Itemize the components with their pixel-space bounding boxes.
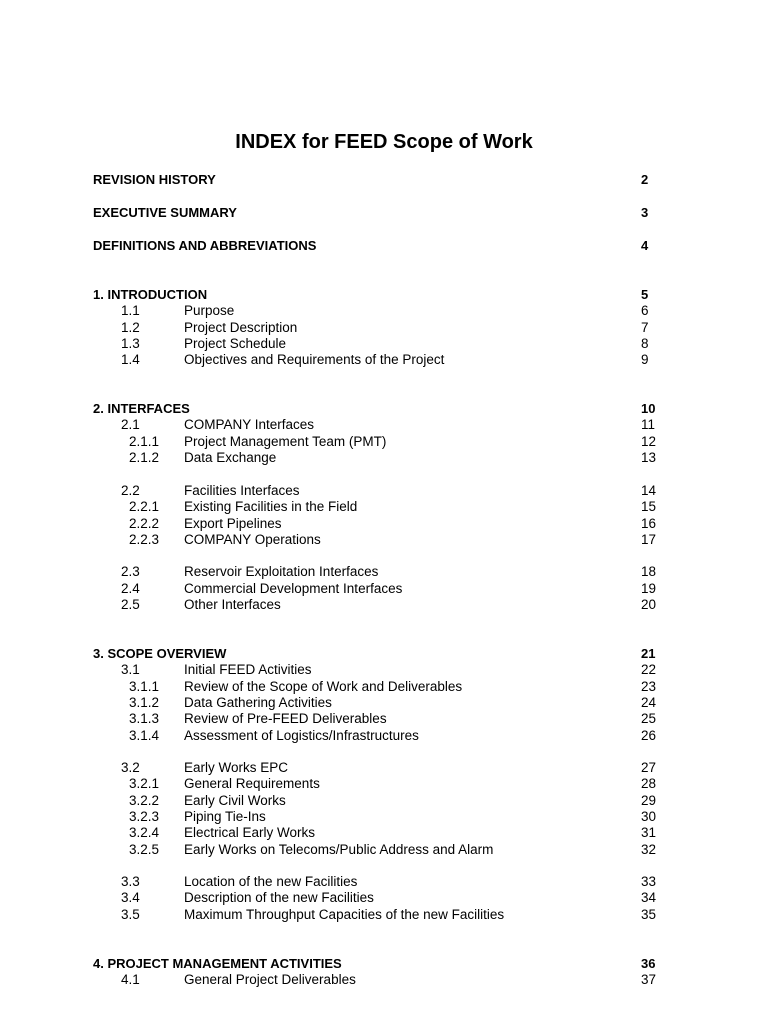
toc-entry-label: Early Works EPC (184, 760, 289, 775)
toc-page-number: 20 (641, 597, 657, 612)
toc-entry-label: Purpose (184, 303, 235, 318)
toc-entry-label: COMPANY Interfaces (184, 417, 315, 432)
toc-entry-label: Project Schedule (184, 336, 287, 351)
toc-entry (0, 417, 768, 433)
toc-page-number: 12 (641, 434, 657, 449)
toc-page-number: 4 (641, 238, 649, 253)
toc-entry (0, 760, 768, 776)
page-title: INDEX for FEED Scope of Work (235, 131, 533, 153)
toc-page-number: 16 (641, 516, 657, 531)
toc-entry (0, 336, 768, 352)
toc-entry (0, 695, 768, 711)
toc-entry (0, 662, 768, 678)
toc-page-number: 35 (641, 907, 657, 922)
toc-entry-number: 3.1.1 (129, 679, 160, 694)
toc-page-number: 10 (641, 401, 656, 416)
toc-entry-label: Data Gathering Activities (184, 695, 332, 710)
toc-entry-number: 3.1.2 (129, 695, 160, 710)
toc-entry-number: 4.1 (121, 972, 140, 987)
toc-entry (0, 907, 768, 923)
toc-entry-label: Reservoir Exploitation Interfaces (184, 564, 379, 579)
toc-entry-number: 3.2.5 (129, 842, 160, 857)
toc-page-number: 11 (641, 417, 656, 432)
toc-heading-label: EXECUTIVE SUMMARY (93, 205, 237, 220)
toc-page-number: 17 (641, 532, 657, 547)
toc-entry-label: COMPANY Operations (184, 532, 321, 547)
toc-entry (0, 352, 768, 368)
toc-entry-number: 2.2.1 (129, 499, 160, 514)
toc-entry-number: 3.1 (121, 662, 140, 677)
toc-entry-number: 1.3 (121, 336, 140, 351)
toc-section-heading (0, 956, 768, 972)
toc-entry-number: 3.5 (121, 907, 140, 922)
toc-entry-label: Project Description (184, 320, 298, 335)
toc-entry (0, 450, 768, 466)
toc-entry-number: 3.3 (121, 874, 140, 889)
toc-page-number: 18 (641, 564, 657, 579)
toc-entry-label: Electrical Early Works (184, 825, 316, 840)
toc-heading-label: 1. INTRODUCTION (93, 287, 208, 302)
toc-page-number: 15 (641, 499, 657, 514)
toc-entry-label: General Requirements (184, 776, 320, 791)
toc-entry-label: Assessment of Logistics/Infrastructures (184, 728, 419, 743)
toc-entry-number: 3.2.2 (129, 793, 160, 808)
toc-entry-label: Objectives and Requirements of the Project (184, 352, 445, 367)
toc-page-number: 25 (641, 711, 657, 726)
toc-page-number: 3 (641, 205, 649, 220)
toc-entry-number: 3.1.4 (129, 728, 160, 743)
toc-entry-label: Early Civil Works (184, 793, 286, 808)
toc-entry-number: 2.2 (121, 483, 140, 498)
toc-entry (0, 842, 768, 858)
toc-entry-label: General Project Deliverables (184, 972, 356, 987)
toc-entry-label: Description of the new Facilities (184, 890, 374, 905)
toc-page-number: 8 (641, 336, 649, 351)
toc-section-heading (0, 205, 768, 221)
toc-entry (0, 809, 768, 825)
toc-page-number: 36 (641, 956, 656, 971)
toc-entry-number: 3.2.1 (129, 776, 160, 791)
toc-section-heading (0, 646, 768, 662)
toc-section-heading (0, 401, 768, 417)
toc-entry (0, 516, 768, 532)
toc-page-number: 34 (641, 890, 657, 905)
toc-page-number: 30 (641, 809, 657, 824)
toc-entry (0, 597, 768, 613)
toc-section-heading (0, 287, 768, 303)
toc-entry (0, 320, 768, 336)
toc-entry-label: Initial FEED Activities (184, 662, 312, 677)
toc-entry-number: 2.4 (121, 581, 140, 596)
toc-entry (0, 711, 768, 727)
toc-page-number: 13 (641, 450, 657, 465)
toc-entry (0, 679, 768, 695)
toc-entry-label: Facilities Interfaces (184, 483, 300, 498)
toc-heading-label: 4. PROJECT MANAGEMENT ACTIVITIES (93, 956, 342, 971)
toc-entry (0, 564, 768, 580)
toc-page-number: 9 (641, 352, 649, 367)
toc-entry-number: 3.1.3 (129, 711, 160, 726)
toc-page-number: 33 (641, 874, 657, 889)
toc-entry-number: 2.2.2 (129, 516, 160, 531)
toc-entry-label: Review of the Scope of Work and Deliverables (184, 679, 463, 694)
toc-entry (0, 890, 768, 906)
toc-entry-number: 2.5 (121, 597, 140, 612)
toc-entry-number: 3.2.4 (129, 825, 160, 840)
toc-entry (0, 776, 768, 792)
toc-entry-number: 3.2 (121, 760, 140, 775)
toc-entry (0, 434, 768, 450)
toc-entry-number: 1.4 (121, 352, 140, 367)
toc-page-number: 37 (641, 972, 657, 987)
toc-entry-label: Other Interfaces (184, 597, 281, 612)
toc-entry-number: 1.2 (121, 320, 140, 335)
toc-entry-number: 3.4 (121, 890, 140, 905)
toc-entry-number: 1.1 (121, 303, 140, 318)
toc-entry (0, 793, 768, 809)
toc-section-heading (0, 238, 768, 254)
toc-entry-number: 2.1.1 (129, 434, 160, 449)
toc-page-number: 19 (641, 581, 657, 596)
toc-entry-label: Piping Tie-Ins (184, 809, 266, 824)
toc-entry-label: Project Management Team (PMT) (184, 434, 387, 449)
toc-entry (0, 499, 768, 515)
toc-page-number: 14 (641, 483, 657, 498)
toc-page-number: 32 (641, 842, 657, 857)
toc-entry-label: Commercial Development Interfaces (184, 581, 403, 596)
toc-page-number: 31 (641, 825, 657, 840)
toc-section-heading (0, 172, 768, 188)
toc-page-number: 24 (641, 695, 657, 710)
toc-entry (0, 825, 768, 841)
toc-entry (0, 532, 768, 548)
toc-page-number: 27 (641, 760, 657, 775)
toc-page-number: 21 (641, 646, 656, 661)
toc-entry-number: 3.2.3 (129, 809, 160, 824)
toc-entry (0, 581, 768, 597)
toc-entry (0, 483, 768, 499)
toc-page-number: 7 (641, 320, 649, 335)
toc-entry-label: Maximum Throughput Capacities of the new Facilities (184, 907, 505, 922)
toc-page-number: 28 (641, 776, 657, 791)
toc-entry-number: 2.1 (121, 417, 140, 432)
toc-page-number: 23 (641, 679, 657, 694)
toc-heading-label: 2. INTERFACES (93, 401, 190, 416)
toc-entry-label: Export Pipelines (184, 516, 282, 531)
toc-entry-number: 2.2.3 (129, 532, 160, 547)
toc-entry-label: Early Works on Telecoms/Public Address and Alarm (184, 842, 494, 857)
toc-entry (0, 303, 768, 319)
toc-heading-label: DEFINITIONS AND ABBREVIATIONS (93, 238, 317, 253)
toc-page-number: 29 (641, 793, 657, 808)
toc-page-number: 22 (641, 662, 657, 677)
toc-page-number: 5 (641, 287, 649, 302)
toc-entry-label: Existing Facilities in the Field (184, 499, 358, 514)
toc-heading-label: REVISION HISTORY (93, 172, 216, 187)
toc-page-number: 26 (641, 728, 657, 743)
toc-entry (0, 728, 768, 744)
toc-page-number: 2 (641, 172, 649, 187)
toc-entry-number: 2.1.2 (129, 450, 160, 465)
toc-entry-number: 2.3 (121, 564, 140, 579)
toc-page-number: 6 (641, 303, 649, 318)
toc-entry (0, 874, 768, 890)
toc-heading-label: 3. SCOPE OVERVIEW (93, 646, 227, 661)
toc-entry (0, 972, 768, 988)
toc-entry-label: Review of Pre-FEED Deliverables (184, 711, 387, 726)
toc-entry-label: Location of the new Facilities (184, 874, 358, 889)
toc-entry-label: Data Exchange (184, 450, 277, 465)
